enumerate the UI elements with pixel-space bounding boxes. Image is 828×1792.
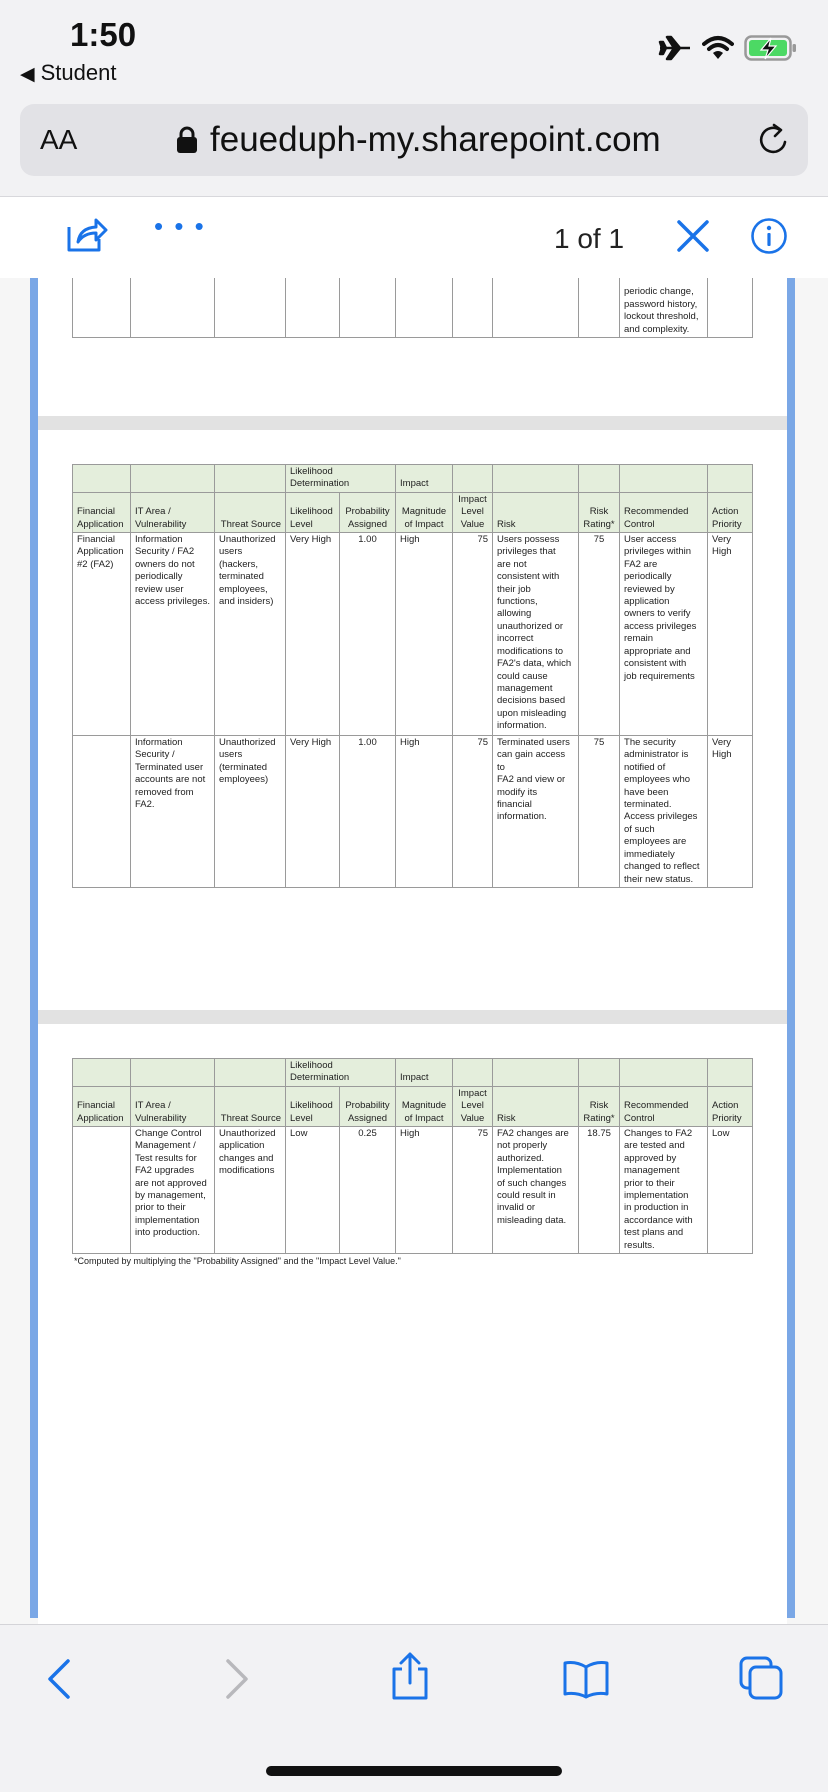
header-impact-level-value: Impact Level Value	[453, 1086, 493, 1126]
cell-risk-rating: 75	[579, 533, 620, 736]
table-row	[73, 278, 753, 338]
pdf-page-1	[38, 278, 787, 416]
reload-icon[interactable]	[756, 122, 790, 158]
header-threat-source: Threat Source	[215, 1086, 286, 1126]
text-size-button[interactable]	[40, 124, 77, 156]
forward-chevron-icon[interactable]	[222, 1657, 252, 1701]
wifi-icon	[702, 35, 734, 61]
header-financial-application: Financial Application	[73, 492, 131, 532]
cell-threat-source: Unauthorized users (hackers, terminated employees, and insiders)	[215, 533, 286, 736]
page-edge-left	[30, 278, 38, 1618]
header-risk: Risk	[493, 492, 579, 532]
cell-likelihood-level: Very High	[286, 533, 340, 736]
cell-risk: Terminated users can gain access to FA2 and view or modify its financial information.	[493, 736, 579, 888]
header-magnitude-of-impact: Magnitude of Impact	[396, 1086, 453, 1126]
page-edge-right	[787, 278, 795, 1618]
risk-table-page1	[72, 278, 753, 338]
header-likelihood-level: Likelihood Level	[286, 1086, 340, 1126]
info-icon[interactable]	[750, 217, 788, 255]
url-text[interactable]: feueduph-my.sharepoint.com	[210, 120, 661, 159]
table-footnote: *Computed by multiplying the "Probability Assigned" and the "Impact Level Value."	[74, 1256, 401, 1266]
cell-risk-rating: 75	[579, 736, 620, 888]
header-action-priority: Action Priority	[708, 492, 753, 532]
cell-impact-value: 75	[453, 1127, 493, 1254]
lock-icon	[176, 126, 198, 154]
close-icon[interactable]	[676, 219, 710, 253]
risk-table-page3	[72, 1058, 753, 1254]
header-risk-rating: Risk Rating*	[579, 1086, 620, 1126]
header-financial-application: Financial Application	[73, 1086, 131, 1126]
cell-action-priority: Very High	[708, 736, 753, 888]
cell-magnitude: High	[396, 533, 453, 736]
cell-risk: Users possess privileges that are not consistent with their job functions, allowing unauthorized or incorrect modifications to FA2's data, which could cause management decisions based upon misleading information.	[493, 533, 579, 736]
header-likelihood-determination: Likelihood Determination	[286, 1059, 396, 1087]
cell-recommended-control: Changes to FA2 are tested and approved by management prior to their implementation in production in accordance with test plans and results.	[620, 1127, 708, 1254]
cell-vulnerability: Information Security / FA2 owners do not periodically review user access privileges.	[131, 533, 215, 736]
cell-vulnerability: Information Security / Terminated user accounts are not removed from FA2.	[131, 736, 215, 888]
header-threat-source: Threat Source	[215, 492, 286, 532]
tabs-icon[interactable]	[738, 1655, 784, 1701]
table-row	[73, 736, 753, 888]
header-probability-assigned: Probability Assigned	[340, 1086, 396, 1126]
cell-recommended-control: periodic change, password history, lockout threshold, and complexity.	[620, 278, 708, 338]
document-viewer[interactable]	[0, 278, 828, 1624]
back-to-app-link[interactable]	[20, 60, 116, 86]
header-risk: Risk	[493, 1086, 579, 1126]
header-recommended-control: Recommended Control	[620, 1086, 708, 1126]
back-app-label: Student	[40, 60, 117, 85]
cell-vulnerability: Change Control Management / Test results for FA2 upgrades are not approved by management, prior to their implementation into production.	[131, 1127, 215, 1254]
header-likelihood-determination: Likelihood Determination	[286, 465, 396, 493]
header-impact: Impact	[396, 465, 453, 493]
header-risk-rating: Risk Rating*	[579, 492, 620, 532]
cell-recommended-control: The security administrator is notified of employees who have been terminated. Access privileges of such employees are immediately changed to reflect their new status.	[620, 736, 708, 888]
page-separator	[38, 416, 787, 430]
header-impact-level-value: Impact Level Value	[453, 492, 493, 532]
pdf-page-3	[38, 1024, 787, 1624]
cell-risk: FA2 changes are not properly authorized. Implementation of such changes could result in invalid or misleading data.	[493, 1127, 579, 1254]
risk-table-page2	[72, 464, 753, 888]
table-header-row	[73, 1086, 753, 1126]
cell-threat-source: Unauthorized application changes and modifications	[215, 1127, 286, 1254]
cell-magnitude: High	[396, 1127, 453, 1254]
cell-recommended-control: User access privileges within FA2 are periodically reviewed by application owners to verify access privileges remain appropriate and consistent with job requirements	[620, 533, 708, 736]
cell-threat-source: Unauthorized users (terminated employees)	[215, 736, 286, 888]
status-time: 1:50	[70, 16, 137, 53]
cell-application	[73, 736, 131, 888]
table-row	[73, 1127, 753, 1254]
share-icon[interactable]	[66, 215, 108, 253]
bookmarks-icon[interactable]	[562, 1659, 610, 1699]
cell-magnitude: High	[396, 736, 453, 888]
table-row	[73, 533, 753, 736]
cell-risk-rating: 18.75	[579, 1127, 620, 1254]
cell-application: Financial Application #2 (FA2)	[73, 533, 131, 736]
header-magnitude-of-impact: Magnitude of Impact	[396, 492, 453, 532]
battery-charging-icon	[744, 34, 798, 62]
status-icons	[658, 34, 798, 62]
more-options-icon[interactable]: • • •	[154, 211, 206, 241]
table-header-row	[73, 492, 753, 532]
share-icon[interactable]	[390, 1651, 430, 1701]
table-header-group-row	[73, 465, 753, 493]
header-action-priority: Action Priority	[708, 1086, 753, 1126]
home-indicator[interactable]	[266, 1766, 562, 1776]
cell-action-priority: Very High	[708, 533, 753, 736]
airplane-icon	[658, 35, 692, 61]
text-size-label: AA	[40, 124, 78, 155]
cell-probability: 1.00	[340, 533, 396, 736]
header-it-area: IT Area / Vulnerability	[131, 1086, 215, 1126]
header-impact: Impact	[396, 1059, 453, 1087]
header-probability-assigned: Probability Assigned	[340, 492, 396, 532]
page-indicator: 1 of 1	[554, 223, 625, 254]
cell-action-priority: Low	[708, 1127, 753, 1254]
table-header-group-row	[73, 1059, 753, 1087]
address-bar[interactable]	[20, 104, 808, 176]
cell-likelihood-level: Very High	[286, 736, 340, 888]
cell-probability: 1.00	[340, 736, 396, 888]
header-likelihood-level: Likelihood Level	[286, 492, 340, 532]
status-bar	[0, 0, 828, 90]
cell-impact-value: 75	[453, 533, 493, 736]
cell-likelihood-level: Low	[286, 1127, 340, 1254]
back-triangle-icon: ◀	[20, 64, 35, 85]
page-separator	[38, 1010, 787, 1024]
document-toolbar	[0, 196, 828, 278]
header-it-area: IT Area / Vulnerability	[131, 492, 215, 532]
cell-impact-value: 75	[453, 736, 493, 888]
back-chevron-icon[interactable]	[44, 1657, 74, 1701]
cell-application	[73, 1127, 131, 1254]
header-recommended-control: Recommended Control	[620, 492, 708, 532]
cell-probability: 0.25	[340, 1127, 396, 1254]
pdf-page-2	[38, 430, 787, 1014]
